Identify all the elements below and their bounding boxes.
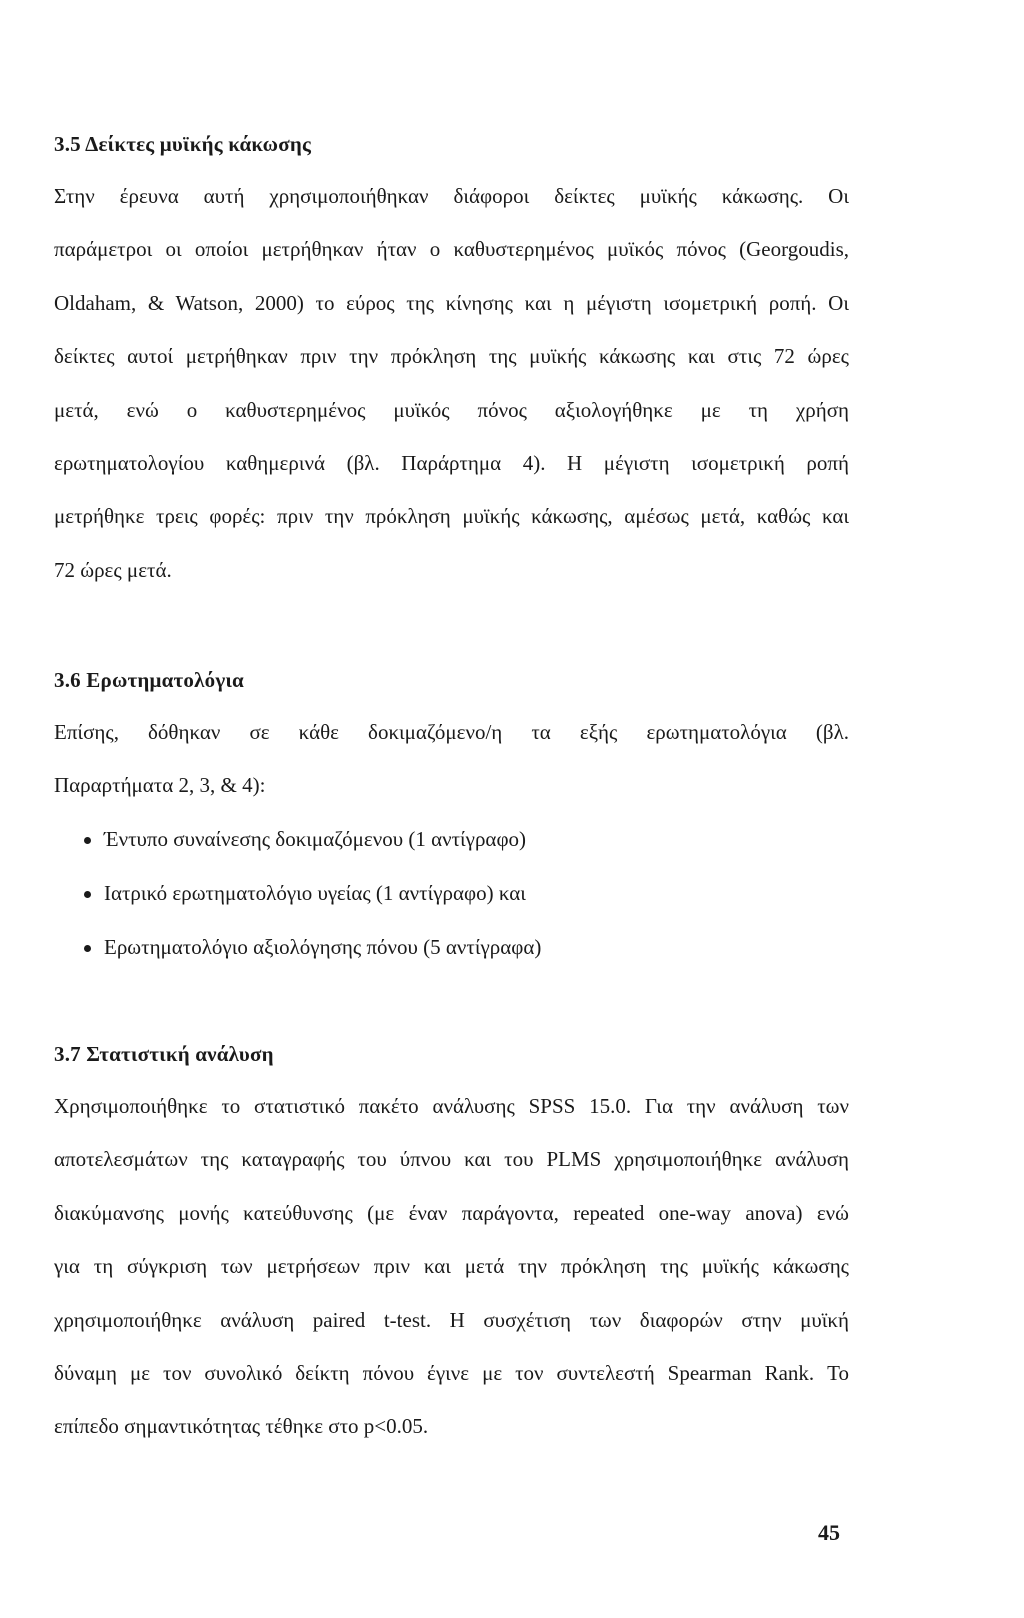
paragraph-line: αποτελεσμάτων της καταγραφής του ύπνου και του PLMS χρησιμοποιήθηκε ανάλυση xyxy=(54,1147,849,1172)
section-3-5-paragraph xyxy=(54,170,849,597)
paragraph-line: Παραρτήματα 2, 3, & 4): xyxy=(54,773,266,798)
bullet-icon xyxy=(84,891,91,898)
section-3-6-heading: 3.6 Ερωτηματολόγια xyxy=(54,668,244,692)
list-item xyxy=(54,812,541,866)
paragraph-line: χρησιμοποιήθηκε ανάλυση paired t-test. Η συσχέτιση των διαφορών στην μυϊκή xyxy=(54,1307,849,1332)
paragraph-line: Στην έρευνα αυτή χρησιμοποιήθηκαν διάφοροι δείκτες μυϊκής κάκωσης. Οι xyxy=(54,184,849,208)
paragraph-line: μετρήθηκε τρεις φορές: πριν την πρόκληση μυϊκής κάκωσης, αμέσως μετά, καθώς και xyxy=(54,504,849,529)
page-number: 45 xyxy=(818,1520,840,1545)
list-item-text: Έντυπο συναίνεσης δοκιμαζόμενου (1 αντίγραφο) xyxy=(104,827,527,851)
section-3-7-paragraph xyxy=(54,1080,849,1454)
paragraph-line: μετά, ενώ ο καθυστερημένος μυϊκός πόνος αξιολογήθηκε με τη χρήση xyxy=(54,397,849,422)
paragraph-line: δείκτες αυτοί μετρήθηκαν πριν την πρόκληση της μυϊκής κάκωσης και στις 72 ώρες xyxy=(54,344,849,369)
section-3-7-heading: 3.7 Στατιστική ανάλυση xyxy=(54,1042,274,1066)
paragraph-line: δύναμη με τον συνολικό δείκτη πόνου έγινε με τον συντελεστή Spearman Rank. Το xyxy=(54,1361,849,1386)
paragraph-line: επίπεδο σημαντικότητας τέθηκε στο p<0.05. xyxy=(54,1414,429,1439)
paragraph-line: για τη σύγκριση των μετρήσεων πριν και μετά την πρόκληση της μυϊκής κάκωσης xyxy=(54,1254,849,1279)
paragraph-line: Επίσης, δόθηκαν σε κάθε δοκιμαζόμενο/η τα εξής ερωτηματολόγια (βλ. xyxy=(54,720,849,744)
paragraph-line: Oldaham, & Watson, 2000) το εύρος της κίνησης και η μέγιστη ισομετρική ροπή. Οι xyxy=(54,290,849,315)
section-3-5-heading: 3.5 Δείκτες μυϊκής κάκωσης xyxy=(54,132,312,156)
section-3-6-paragraph xyxy=(54,706,849,813)
list-item xyxy=(54,920,541,974)
paragraph-line: παράμετροι οι οποίοι μετρήθηκαν ήταν ο καθυστερημένος μυϊκός πόνος (Georgoudis, xyxy=(54,237,849,262)
paragraph-line: 72 ώρες μετά. xyxy=(54,557,172,582)
paragraph-line: διακύμανσης μονής κατεύθυνσης (με έναν παράγοντα, repeated one-way anova) ενώ xyxy=(54,1200,849,1225)
paragraph-line: ερωτηματολογίου καθημερινά (βλ. Παράρτημα 4). Η μέγιστη ισομετρική ροπή xyxy=(54,451,849,476)
bullet-icon xyxy=(84,837,91,844)
list-item xyxy=(54,866,541,920)
list-item-text: Ιατρικό ερωτηματολόγιο υγείας (1 αντίγραφο) και xyxy=(104,881,526,905)
list-item-text: Ερωτηματολόγιο αξιολόγησης πόνου (5 αντίγραφα) xyxy=(104,935,542,959)
questionnaire-list xyxy=(54,812,541,974)
bullet-icon xyxy=(84,945,91,952)
paragraph-line: Χρησιμοποιήθηκε το στατιστικό πακέτο ανάλυσης SPSS 15.0. Για την ανάλυση των xyxy=(54,1094,849,1118)
